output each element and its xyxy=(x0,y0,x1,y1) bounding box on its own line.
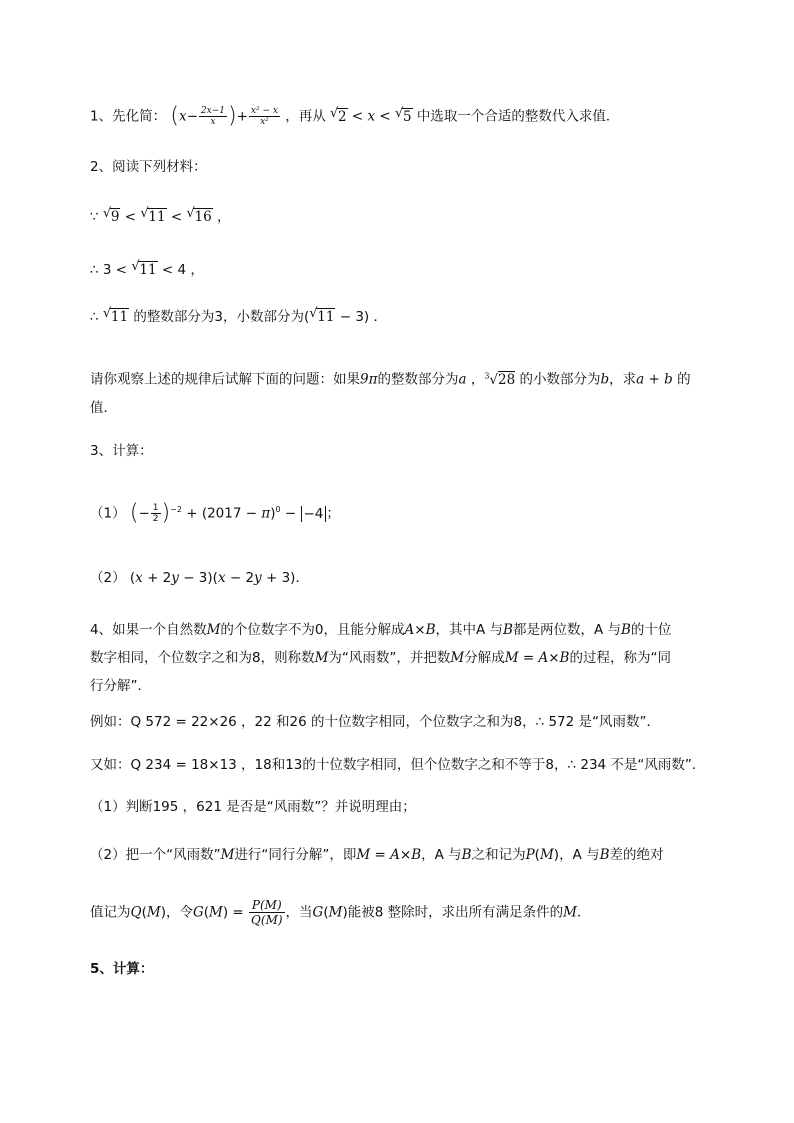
q2-material-line-3: ∴ √ 11 的整数部分为3，小数部分为( √ 11 − 3) ． xyxy=(90,306,387,325)
q1-fraction-2: $\frac{\text{x² − x}}{\text{x²}}$ xyxy=(250,106,278,127)
q2-material-line-1: ∵ √ 9 < √ 11 < √ 16 ， xyxy=(90,206,231,225)
q2-question-line-1: 请你观察上述的规律后试解下面的问题：如果9π的整数部分为a ，$^3$√28 的小数部分为b，求a + b 的 xyxy=(90,371,691,388)
question-1: 1、先化简： (x− $\frac{2x-1}{x}$ )+ $\frac{\text{x² − x}}{\text{x²}}$ ，再从 √ 2 < x < √ 5 中选取一个合适的整数代入求值． xyxy=(90,103,620,129)
q3-part-2: （2） (x + 2y − 3)(x − 2y + 3)． xyxy=(90,570,309,586)
q4-line-3: 行分解”． xyxy=(90,678,151,694)
q4-example-2: 又如：Q 234 = 18×13 ，18和13的十位数字相同，但个位数字之和不等于8，∴ 234 不是“风雨数”． xyxy=(90,757,706,773)
q1-fraction-1: $\frac{2x-1}{x}$ xyxy=(200,106,225,127)
q4-example-1: 例如：Q 572 = 22×26 ，22 和26 的十位数字相同，个位数字之和为8，∴ 572 是“风雨数”． xyxy=(90,714,660,730)
q1-label: 1、先化简： xyxy=(90,108,167,125)
q4-line-2: 数字相同，个位数字之和为8，则称数M为“风雨数”，并把数M分解成M = A×B的过程，称为“同 xyxy=(90,650,671,666)
q4-part-2-line-2: 值记为Q(M)，令G(M) = $\frac{P(M)}{Q(M)}$ ，当G(M)能被8 整除时，求出所有满足条件的M． xyxy=(90,898,591,927)
question-5-heading: 5、计算： xyxy=(90,961,154,977)
q4-part-1: （1）判断195 ，621 是否是“风雨数”？并说明理由； xyxy=(90,799,416,815)
q4-line-1: 4、如果一个自然数M的个位数字不为0，且能分解成A×B，其中A 与B都是两位数，A 与B的十位 xyxy=(90,622,672,638)
q2-question-line-2: 值． xyxy=(90,400,117,416)
question-2-heading: 2、阅读下列材料： xyxy=(90,159,207,175)
question-3-heading: 3、计算： xyxy=(90,443,153,459)
q2-material-line-2: ∴ 3 < √ 11 < 4 ， xyxy=(90,259,204,278)
q1-mid-text: ，再从 xyxy=(285,108,326,125)
q3-part-1: （1） (− $\frac{1}{2}$ )$^{-2} + (2017 - \pi)^0 - -4$ ； xyxy=(90,500,340,526)
q1-tail-text: 中选取一个合适的整数代入求值． xyxy=(416,108,620,125)
q4-part-2-line-1: （2）把一个“风雨数”M进行“同行分解”，即M = A×B，A 与B之和记为P(M)，A 与B差的绝对 xyxy=(90,847,664,863)
q1-range-math: √ 2 xyxy=(330,105,347,125)
